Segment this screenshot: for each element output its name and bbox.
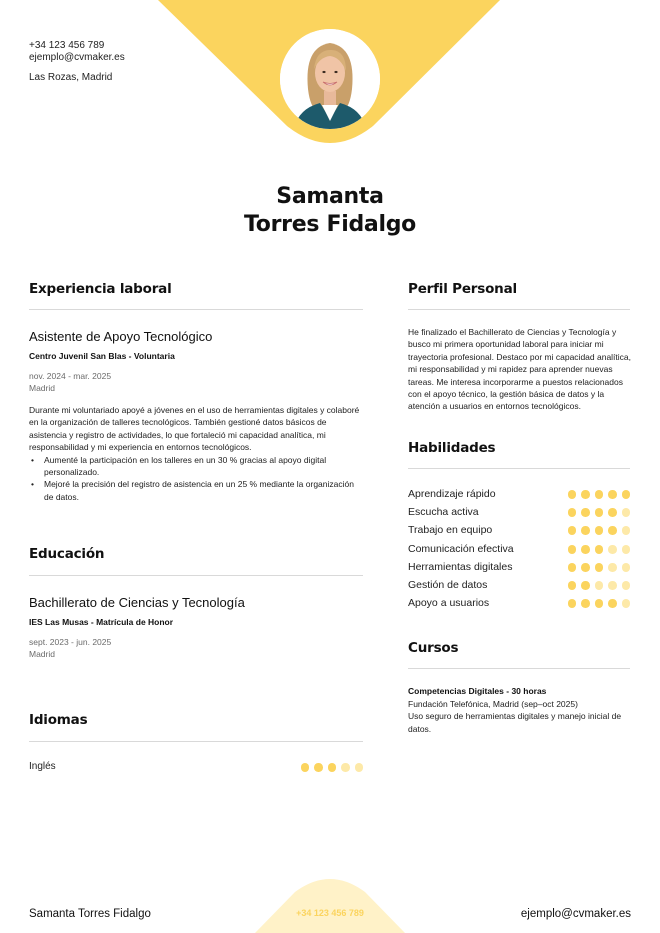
candidate-name [0, 183, 660, 239]
skill-name: Apoyo a usuarios [408, 597, 490, 609]
skill-row [408, 579, 630, 593]
profile-divider [408, 309, 630, 310]
rating-dot-filled [328, 763, 337, 772]
skill-row [408, 488, 630, 502]
skills-heading: Habilidades [408, 440, 496, 456]
achievement-item: • Aumenté la participación en los talleres en un 30 % gracias al apoyo digital personalizado. [29, 454, 365, 479]
rating-dot-filled [595, 490, 604, 499]
footer-name: Samanta Torres Fidalgo [29, 908, 151, 920]
contact-email[interactable]: ejemplo@cvmaker.es [29, 52, 125, 63]
education-dates: sept. 2023 - jun. 2025 [29, 637, 112, 647]
rating-dot-filled [608, 526, 617, 535]
skill-name: Herramientas digitales [408, 561, 513, 573]
rating-dot-filled [581, 599, 590, 608]
skill-level [568, 563, 631, 572]
languages-heading: Idiomas [29, 712, 88, 728]
rating-dot-filled [568, 581, 577, 590]
job-description: Durante mi voluntariado apoyé a jóvenes en el uso de herramientas digitales y colaboré en la organización de talleres tecnológicos. También gestioné datos básicos de asistencia y registro de actividades, lo que fortaleció mi capacidad analítica, mi responsabilidad y mi experiencia en entornos tecnológicos. [29, 405, 360, 453]
footer-phone: +34 123 456 789 [296, 908, 364, 918]
rating-dot-filled [622, 490, 631, 499]
profile-heading: Perfil Personal [408, 281, 517, 297]
contact-phone: +34 123 456 789 [29, 40, 105, 51]
rating-dot-filled [595, 599, 604, 608]
rating-dot-empty [622, 545, 631, 554]
rating-dot-empty [595, 581, 604, 590]
rating-dot-empty [622, 599, 631, 608]
rating-dot-empty [622, 581, 631, 590]
languages-divider [29, 741, 363, 742]
skills-divider [408, 468, 630, 469]
job-meta [29, 370, 111, 394]
degree-title: Bachillerato de Ciencias y Tecnología [29, 595, 245, 610]
rating-dot-filled [314, 763, 323, 772]
rating-dot-filled [608, 599, 617, 608]
footer-email[interactable]: ejemplo@cvmaker.es [520, 908, 631, 920]
skill-level [568, 526, 631, 535]
rating-dot-filled [581, 545, 590, 554]
rating-dot-filled [595, 508, 604, 517]
rating-dot-empty [608, 581, 617, 590]
rating-dot-filled [568, 545, 577, 554]
contact-location: Las Rozas, Madrid [29, 72, 113, 83]
rating-dot-filled [581, 563, 590, 572]
footer-decoration [255, 878, 405, 933]
course-details [408, 698, 633, 735]
skill-level [568, 599, 631, 608]
course-title: Competencias Digitales - 30 horas [408, 686, 547, 696]
rating-dot-filled [595, 545, 604, 554]
rating-dot-filled [301, 763, 310, 772]
rating-dot-filled [595, 526, 604, 535]
education-place: Madrid [29, 649, 55, 659]
rating-dot-filled [568, 526, 577, 535]
rating-dot-empty [622, 563, 631, 572]
rating-dot-filled [581, 581, 590, 590]
job-description-block [29, 404, 365, 503]
education-heading: Educación [29, 546, 105, 562]
rating-dot-empty [622, 526, 631, 535]
skill-level [568, 490, 631, 499]
rating-dot-empty [355, 763, 364, 772]
skill-level [568, 508, 631, 517]
rating-dot-filled [581, 526, 590, 535]
rating-dot-empty [341, 763, 350, 772]
achievement-item: • Mejoré la precisión del registro de asistencia en un 25 % mediante la organización de datos. [29, 478, 365, 503]
rating-dot-filled [568, 563, 577, 572]
skill-name: Comunicación efectiva [408, 543, 514, 555]
experience-heading: Experiencia laboral [29, 281, 172, 297]
language-row [29, 761, 363, 772]
skill-row [408, 543, 630, 557]
job-title: Asistente de Apoyo Tecnológico [29, 329, 213, 344]
rating-dot-filled [581, 490, 590, 499]
skill-name: Gestión de datos [408, 579, 488, 591]
job-achievements [29, 454, 365, 504]
skill-row [408, 597, 630, 611]
skill-row [408, 506, 630, 520]
skill-row [408, 561, 630, 575]
profile-text: He finalizado el Bachillerato de Ciencias y Tecnología y busco mi primera oportunidad laboral para iniciar mi trayectoria profesional. Destaco por mi capacidad analítica, mi responsabilidad y mi rapidez para aprender nuevas tareas. Me interesa incorporarme a puestos relacionados con el apoyo técnico, la gestión básica de datos y la atención a usuarios en entornos tecnológicos. [408, 327, 632, 412]
contact-info [29, 40, 125, 84]
education-meta [29, 636, 111, 660]
rating-dot-empty [608, 563, 617, 572]
education-divider [29, 575, 363, 576]
courses-divider [408, 668, 630, 669]
skill-level [568, 581, 631, 590]
job-organization: Centro Juvenil San Blas - Voluntaria [29, 351, 175, 361]
job-dates: nov. 2024 - mar. 2025 [29, 371, 112, 381]
rating-dot-filled [568, 599, 577, 608]
skill-name: Escucha activa [408, 506, 479, 518]
rating-dot-filled [581, 508, 590, 517]
language-name: Inglés [29, 761, 56, 772]
profile-photo [280, 29, 380, 129]
rating-dot-filled [568, 490, 577, 499]
rating-dot-empty [622, 508, 631, 517]
course-description: Uso seguro de herramientas digitales y manejo inicial de datos. [408, 711, 622, 734]
job-place: Madrid [29, 383, 55, 393]
rating-dot-filled [595, 563, 604, 572]
skill-level [568, 545, 631, 554]
school-name: IES Las Musas - Matrícula de Honor [29, 617, 174, 627]
experience-divider [29, 309, 363, 310]
skill-name: Aprendizaje rápido [408, 488, 496, 500]
language-level [301, 763, 364, 772]
rating-dot-filled [608, 490, 617, 499]
course-provider: Fundación Telefónica, Madrid (sep–oct 2025) [408, 699, 578, 709]
rating-dot-filled [608, 508, 617, 517]
rating-dot-empty [608, 545, 617, 554]
skill-row [408, 524, 630, 538]
first-name: Samanta [276, 184, 384, 209]
courses-heading: Cursos [408, 640, 459, 656]
skill-name: Trabajo en equipo [408, 524, 493, 536]
last-name: Torres Fidalgo [244, 212, 416, 237]
rating-dot-filled [568, 508, 577, 517]
